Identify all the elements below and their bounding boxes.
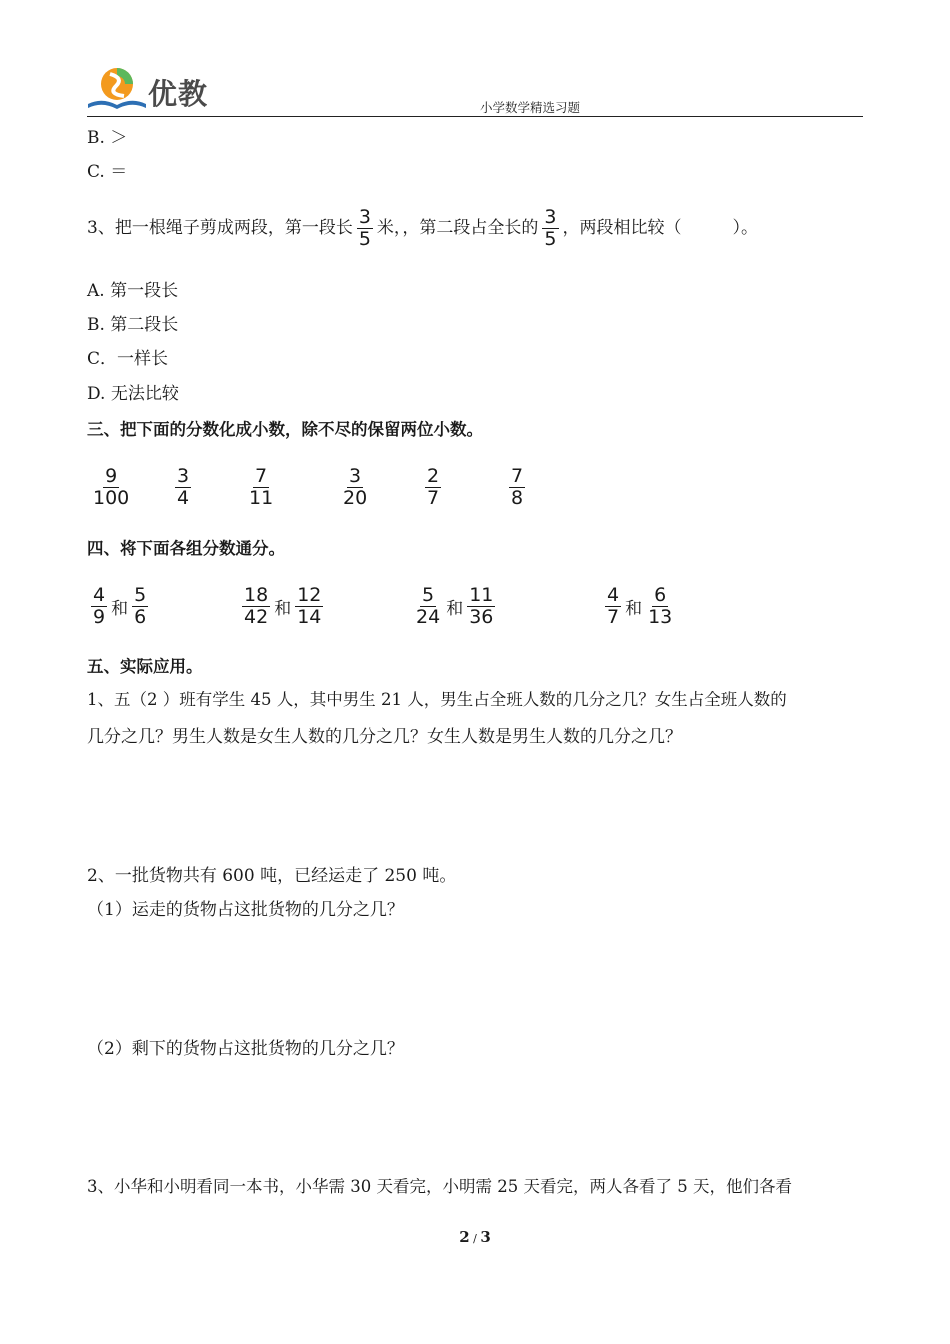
page-total: 3	[480, 1228, 491, 1246]
fraction: $\frac{11}{36}$	[469, 584, 494, 628]
logo-text: 优教	[148, 77, 209, 111]
section-4-pairs	[87, 585, 707, 629]
section-3-heading: 三、把下面的分数化成小数，除不尽的保留两位小数。	[87, 420, 483, 439]
conjunction: 和	[274, 599, 292, 619]
fraction: $\frac{3}{4}$	[177, 465, 190, 509]
page-separator: /	[469, 1232, 481, 1245]
fraction-pair	[242, 585, 323, 628]
problem-2-line-1: 2、一批货物共有 600 吨，已经运走了 250 吨。	[87, 866, 457, 886]
conjunction: 和	[111, 599, 129, 619]
option-b: B. ＞	[87, 128, 128, 148]
fraction: $\frac{4}{9}$	[93, 584, 106, 628]
fraction: $\frac{7}{11}$	[249, 465, 274, 509]
q3-option-a: A. 第一段长	[87, 281, 179, 301]
fraction: $\frac{5}{24}$	[416, 584, 441, 628]
header-rule	[87, 116, 863, 117]
fraction: $\frac{7}{8}$	[511, 465, 524, 509]
q3-option-b: B. 第二段长	[87, 315, 179, 335]
fraction-pair	[605, 585, 674, 628]
fraction: $\frac{9}{100}$	[93, 465, 130, 509]
problem-2-sub-2: （2）剩下的货物占这批货物的几分之几？	[87, 1039, 404, 1059]
q3-option-c: C．一样长	[87, 349, 169, 369]
logo-icon	[86, 64, 148, 114]
fraction: $\frac{5}{6}$	[134, 584, 147, 628]
fraction: $\frac{12}{14}$	[297, 584, 322, 628]
conjunction: 和	[446, 599, 464, 619]
option-c: C. ＝	[87, 162, 128, 182]
problem-2-sub-1: （1）运走的货物占这批货物的几分之几？	[87, 900, 404, 920]
page-current: 2	[459, 1228, 470, 1246]
fraction: $\frac{3}{5}$	[544, 205, 557, 250]
fraction: $\frac{3}{20}$	[343, 465, 368, 509]
fraction-pair	[91, 585, 148, 628]
problem-3-line-1: 3、小华和小明看同一本书，小华需 30 天看完，小明需 25 天看完，两人各看了 5 天，他们各看	[87, 1177, 792, 1196]
logo	[86, 64, 216, 114]
page-number	[0, 1228, 950, 1246]
fraction: $\frac{3}{5}$	[358, 205, 371, 250]
section-4-heading: 四、将下面各组分数通分。	[87, 539, 285, 558]
fraction-pair	[414, 585, 495, 628]
header-title: 小学数学精选习题	[480, 100, 581, 115]
problem-1-line-1: 1、五（2 ）班有学生 45 人，其中男生 21 人，男生占全班人数的几分之几？女生占全班人数的	[87, 690, 787, 709]
q3-text-b: 米，，第二段占全长的	[376, 218, 539, 238]
question-3	[87, 206, 758, 250]
fraction: $\frac{2}{7}$	[427, 465, 440, 509]
fraction: $\frac{4}{7}$	[607, 584, 620, 628]
conjunction: 和	[625, 599, 643, 619]
section-3-fractions	[87, 466, 567, 510]
problem-1-line-2: 几分之几？男生人数是女生人数的几分之几？女生人数是男生人数的几分之几？	[87, 727, 682, 747]
q3-text-a: 3、把一根绳子剪成两段，第一段长	[87, 218, 353, 238]
fraction: $\frac{6}{13}$	[648, 584, 673, 628]
fraction: $\frac{18}{42}$	[244, 584, 269, 628]
section-5-heading: 五、实际应用。	[87, 657, 203, 676]
q3-option-d: D. 无法比较	[87, 384, 179, 404]
q3-text-c: ，两段相比较（ ）。	[562, 218, 759, 238]
